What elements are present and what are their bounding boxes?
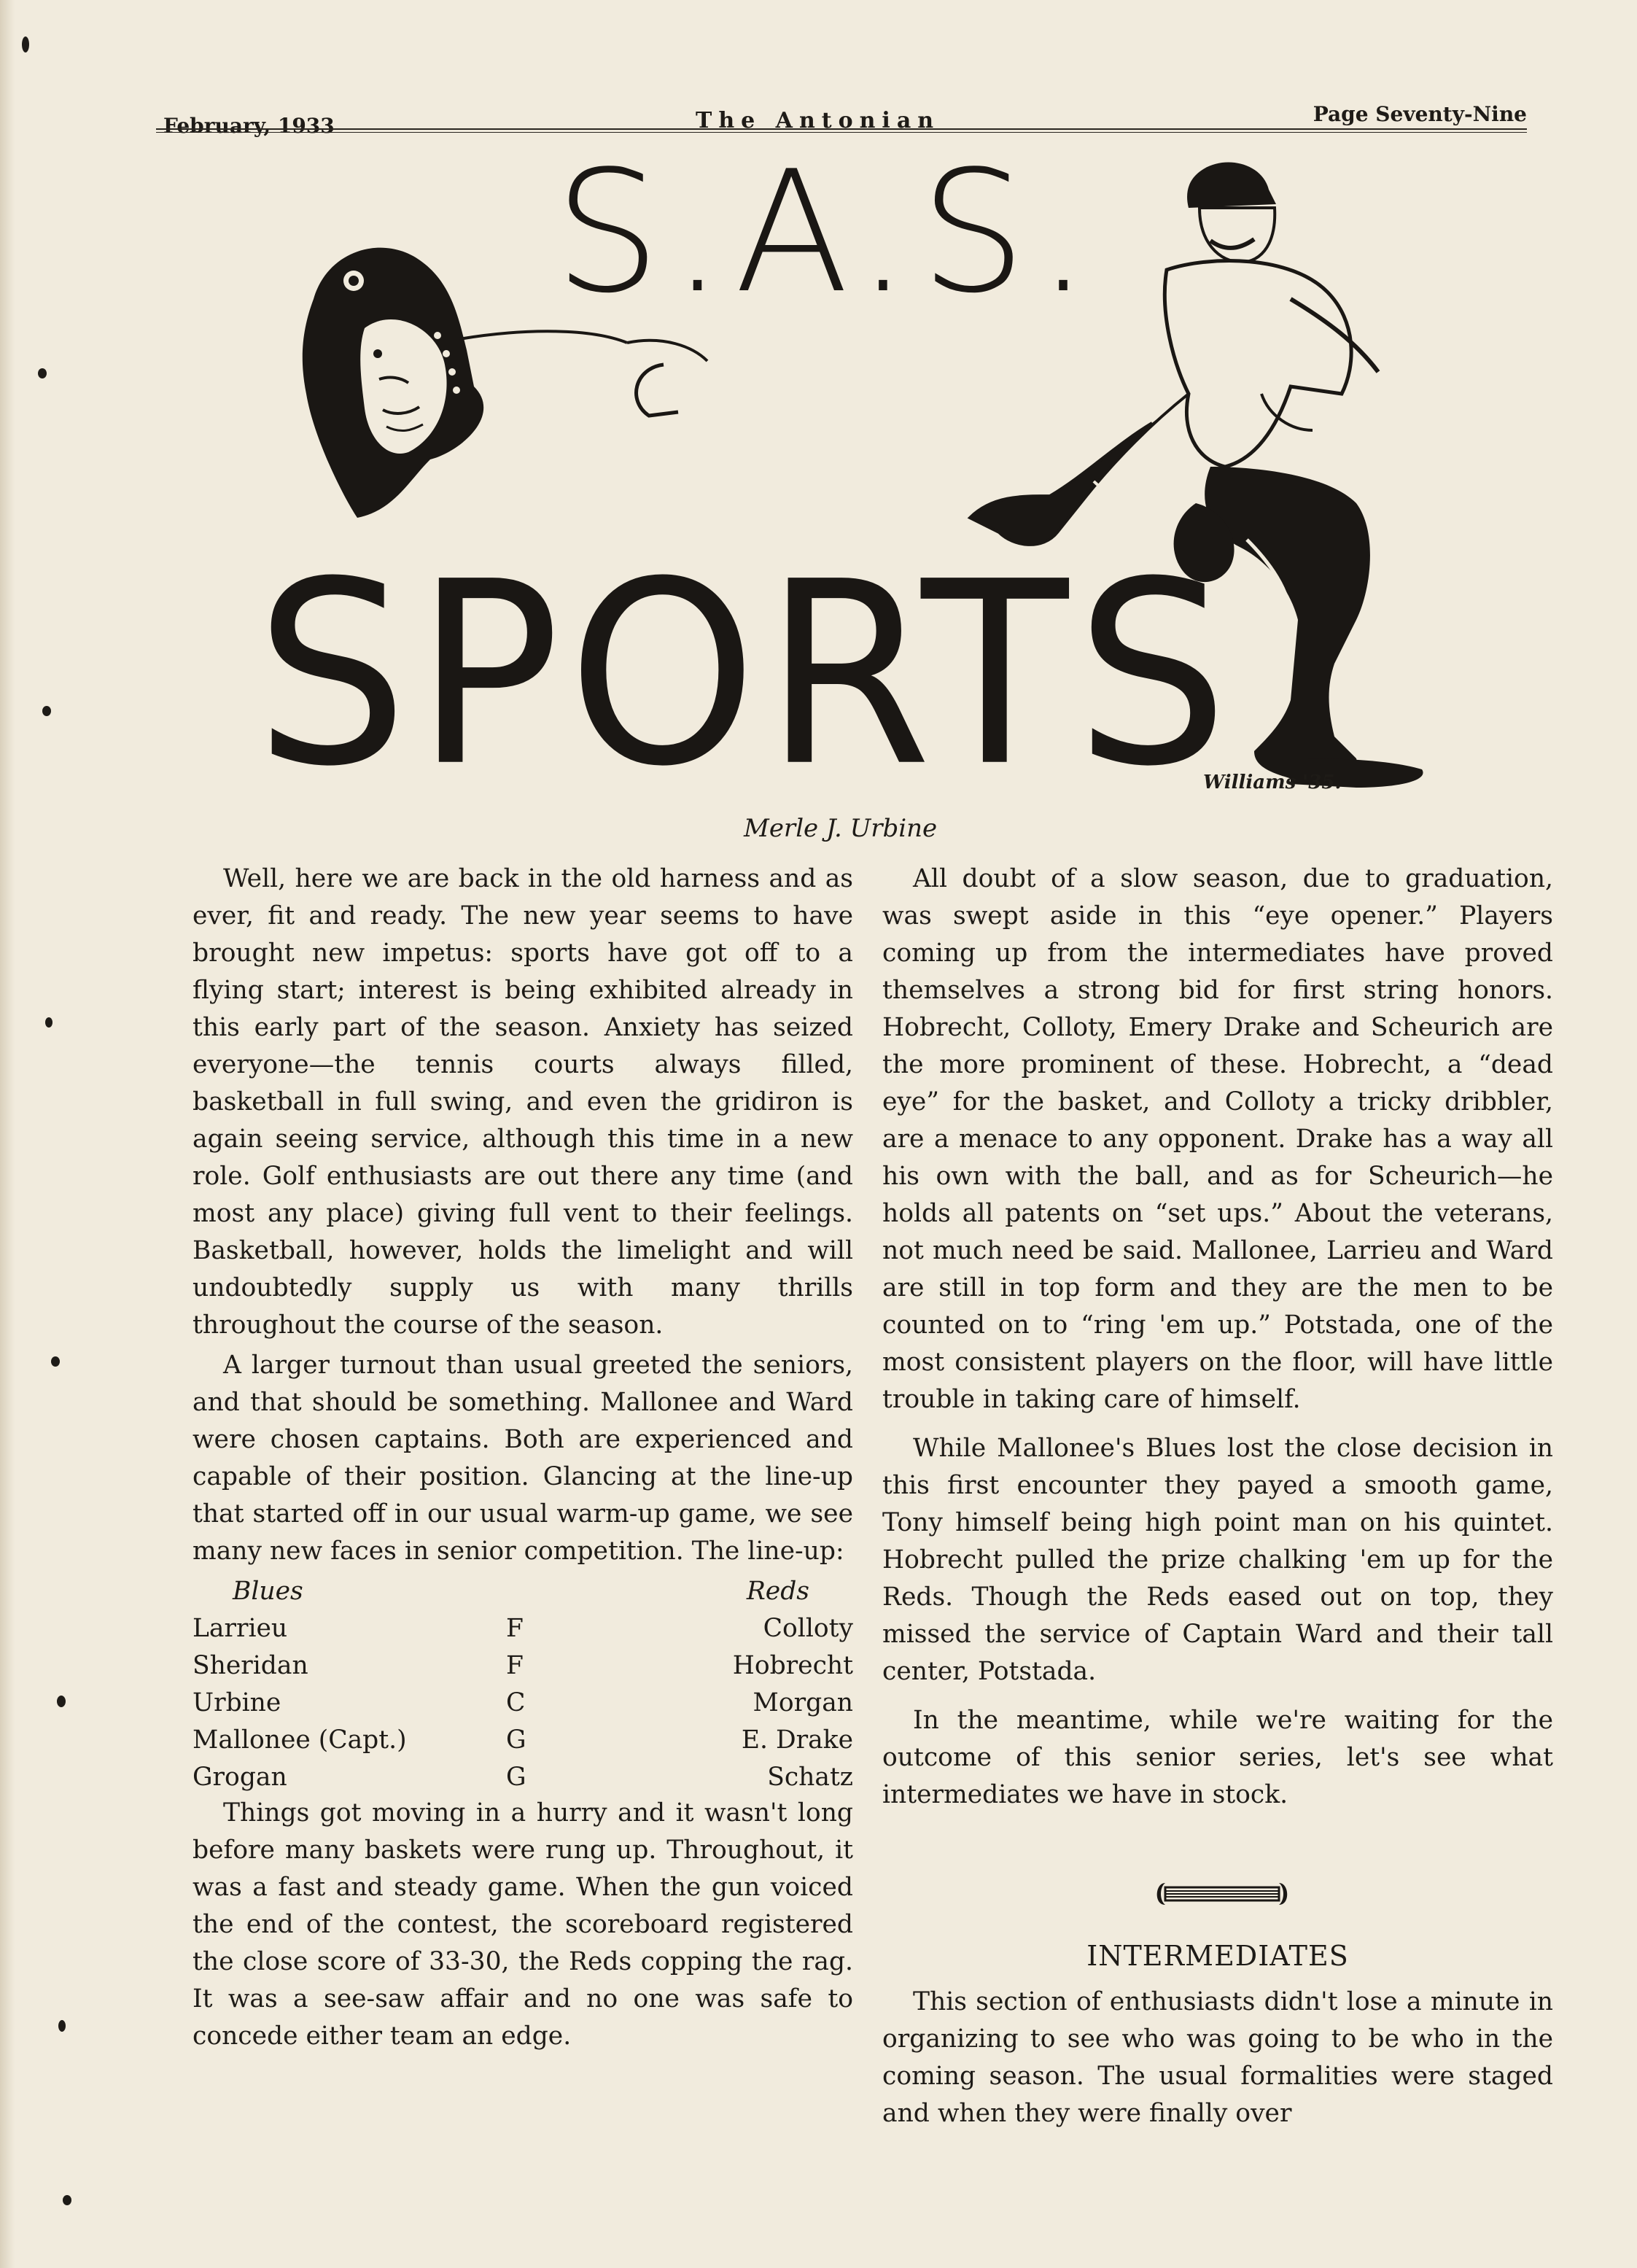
paragraph: All doubt of a slow season, due to graduation, was swept aside in this “eye opener.” Players coming up from the intermediates have proved themselves a strong bid for first string honors. Hobrecht, Colloty, Emery Drake and Scheurich are the more prominent of these. Hobrecht, a “dead eye” for the basket, and Colloty a tricky dribbler, are a menace to any opponent. Drake has a way all his own with the ball, and as for Scheurich—he holds all patents on “set ups.” About the veterans, not much need be said. Mallonee, Larrieu and Ward are still in top form and they are the men to be counted on to “ring 'em up.” Potstada, one of the most consistent players on the floor, will have little trouble in taking care of himself. (882, 864, 1553, 1414)
header-publication: The Antonian (696, 108, 941, 133)
lineup-row (193, 1722, 853, 1759)
position: F (506, 1614, 524, 1643)
lineup-row (193, 1647, 853, 1685)
position: G (506, 1763, 526, 1792)
section-heading-intermediates: INTERMEDIATES (1086, 1940, 1349, 1972)
paragraph: In the meantime, while we're waiting for the outcome of this senior series, let's see what intermediates we have in stock. (882, 1706, 1553, 1809)
page-edge (0, 0, 15, 2268)
red-player: Hobrecht (732, 1651, 853, 1680)
blue-player: Sheridan (193, 1651, 308, 1680)
blue-player: Larrieu (193, 1614, 288, 1643)
red-player: Schatz (767, 1763, 853, 1792)
paragraph: Things got moving in a hurry and it wasn't long before many baskets were rung up. Throughout, it was a fast and steady game. When the gun voiced the end of the contest, the scoreboard registered the close score of 33-30, the Reds copping the rag. It was a see-saw affair and no one was safe to concede either team an edge. (193, 1798, 853, 2051)
paragraph: This section of enthusiasts didn't lose a minute in organizing to see who was going to be who in the coming season. The usual formalities were staged and when they were finally over (882, 1987, 1553, 2128)
paragraph: Well, here we are back in the old harness and as ever, fit and ready. The new year seems to have brought new impetus: sports have got off to a flying start; interest is being exhibited already in this early part of the season. Anxiety has seized everyone—the tennis courts always filled, basketball in full swing, and even the gridiron is again seeing service, although this time in a new role. Golf enthusiasts are out there any time (and most any place) giving full vent to their feelings. Basketball, however, holds the limelight and will undoubtedly supply us with many thrills throughout the course of the season. (193, 864, 853, 1340)
position: F (506, 1651, 524, 1680)
red-player: E. Drake (741, 1725, 853, 1755)
lineup-row (193, 1759, 853, 1796)
header-page-number: Page Seventy-Nine (1313, 102, 1527, 126)
paragraph: A larger turnout than usual greeted the seniors, and that should be something. Mallonee and Ward were chosen captains. Both are experienced and capable of their position. Glancing at the line-up that started off in our usual warm-up game, we see many new faces in senior competition. The line-up: (193, 1351, 853, 1566)
lineup-table (193, 1573, 853, 1795)
lineup-row (193, 1610, 853, 1647)
lineup-header-blues: Blues (233, 1577, 303, 1606)
position: G (506, 1725, 526, 1755)
title-sports: SPORTS (255, 527, 1236, 822)
title-sas: S.A.S. (554, 136, 1100, 330)
scroll-ornament-icon (1151, 1879, 1294, 1909)
lineup-row (193, 1685, 853, 1722)
byline: Merle J. Urbine (744, 814, 938, 843)
left-column (193, 861, 853, 2055)
intermediates-section (882, 1984, 1553, 2132)
blue-player: Grogan (193, 1763, 287, 1792)
red-player: Colloty (763, 1614, 853, 1643)
football-player-helmet-illustration (284, 219, 736, 525)
lineup-header-reds: Reds (746, 1577, 809, 1606)
blue-player: Urbine (193, 1688, 281, 1717)
header-date: February, 1933 (163, 114, 335, 138)
red-player: Morgan (753, 1688, 853, 1717)
paragraph: While Mallonee's Blues lost the close decision in this first encounter they payed a smooth game, Tony himself being high point man on his quintet. Hobrecht pulled the prize chalking 'em up for the Reds. Though the Reds eased out on top, they missed the service of Captain Ward and their tall center, Potstada. (882, 1434, 1553, 1686)
position: C (506, 1688, 526, 1717)
header-rule (156, 128, 1527, 133)
artist-signature: Williams '35. (1203, 772, 1342, 793)
blue-player: Mallonee (Capt.) (193, 1725, 407, 1755)
right-column (882, 861, 1553, 1814)
